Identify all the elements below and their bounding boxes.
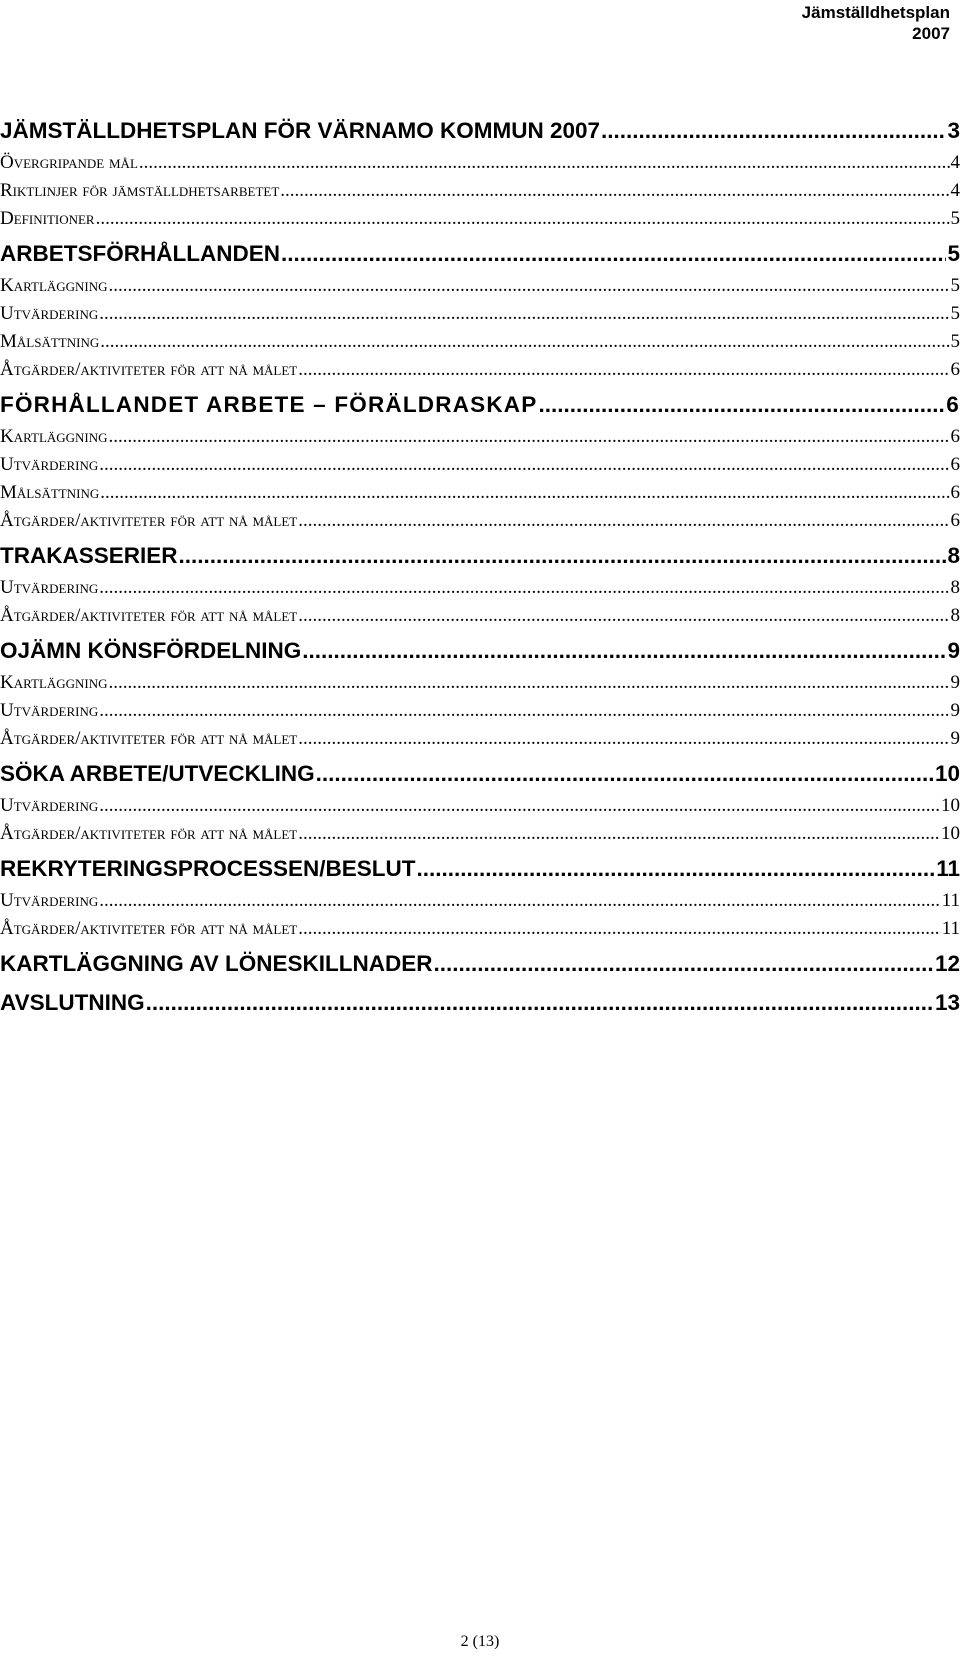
toc-dot-leader	[302, 633, 946, 669]
toc-heading-entry[interactable]	[0, 236, 960, 272]
toc-dot-leader	[139, 149, 950, 177]
toc-entry-page: 6	[950, 482, 960, 503]
toc-entry-page: 12	[934, 951, 960, 976]
toc-entry-title: Åtgärder/aktiviteter för att nå målet	[0, 359, 298, 380]
toc-entry-title: Utvärdering	[0, 795, 99, 816]
toc-subentry[interactable]	[0, 915, 960, 943]
toc-dot-leader	[109, 669, 950, 697]
toc-entry-page: 8	[950, 577, 960, 598]
toc-entry-title: SÖKA ARBETE/UTVECKLING	[0, 761, 315, 786]
toc-entry-page: 11	[941, 918, 960, 939]
toc-entry-page: 5	[947, 241, 960, 266]
toc-heading-entry[interactable]	[0, 113, 960, 149]
toc-subentry[interactable]	[0, 272, 960, 300]
toc-subentry[interactable]	[0, 507, 960, 535]
toc-dot-leader	[316, 756, 934, 792]
toc-dot-leader	[99, 300, 949, 328]
toc-entry-page: 5	[950, 303, 960, 324]
toc-entry-title: Åtgärder/aktiviteter för att nå målet	[0, 510, 298, 531]
toc-entry-title: KARTLÄGGNING AV LÖNESKILLNADER	[0, 951, 433, 976]
toc-subentry[interactable]	[0, 574, 960, 602]
toc-entry-page: 9	[950, 672, 960, 693]
toc-dot-leader	[298, 820, 940, 848]
toc-entry-title: ARBETSFÖRHÅLLANDEN	[0, 241, 280, 266]
toc-entry-page: 10	[934, 761, 960, 786]
toc-dot-leader	[298, 507, 949, 535]
toc-entry-title: AVSLUTNING	[0, 990, 145, 1015]
toc-entry-page: 9	[947, 638, 960, 663]
toc-dot-leader	[179, 538, 947, 574]
toc-entry-title: Åtgärder/aktiviteter för att nå målet	[0, 823, 298, 844]
toc-subentry[interactable]	[0, 328, 960, 356]
toc-entry-title: Övergripande mål	[0, 152, 138, 173]
toc-dot-leader	[434, 946, 934, 982]
toc-heading-entry[interactable]	[0, 756, 960, 792]
toc-dot-leader	[99, 887, 940, 915]
toc-entry-title: Riktlinjer för jämställdhetsarbetet	[0, 180, 280, 201]
toc-subentry[interactable]	[0, 205, 960, 233]
toc-entry-page: 10	[941, 795, 960, 816]
toc-heading-entry[interactable]	[0, 946, 960, 982]
toc-entry-title: REKRYTERINGSPROCESSEN/BESLUT	[0, 856, 416, 881]
toc-dot-leader	[298, 602, 949, 630]
toc-dot-leader	[99, 792, 940, 820]
toc-dot-leader	[416, 851, 935, 887]
toc-dot-leader	[100, 328, 949, 356]
page-number: 2 (13)	[460, 1633, 500, 1650]
toc-dot-leader	[146, 985, 934, 1021]
toc-entry-title: Definitioner	[0, 208, 95, 229]
toc-entry-title: Åtgärder/aktiviteter för att nå målet	[0, 918, 298, 939]
toc-entry-title: Målsättning	[0, 331, 100, 352]
toc-entry-page: 4	[950, 152, 960, 173]
toc-entry-title: Åtgärder/aktiviteter för att nå målet	[0, 728, 298, 749]
toc-subentry[interactable]	[0, 177, 960, 205]
toc-entry-page: 5	[950, 331, 960, 352]
toc-entry-page: 9	[950, 728, 960, 749]
toc-dot-leader	[298, 725, 949, 753]
header-document-title: Jämställdhetsplan	[801, 3, 950, 22]
toc-subentry[interactable]	[0, 602, 960, 630]
toc-heading-entry[interactable]	[0, 851, 960, 887]
toc-entry-title: Åtgärder/aktiviteter för att nå målet	[0, 605, 298, 626]
toc-entry-title: Målsättning	[0, 482, 100, 503]
toc-entry-page: 5	[950, 208, 960, 229]
toc-dot-leader	[601, 113, 946, 149]
toc-dot-leader	[109, 423, 950, 451]
toc-entry-title: OJÄMN KÖNSFÖRDELNING	[0, 638, 302, 663]
toc-heading-entry[interactable]	[0, 387, 960, 423]
toc-entry-page: 8	[947, 543, 960, 568]
toc-dot-leader	[109, 272, 950, 300]
toc-entry-page: 11	[936, 856, 960, 881]
toc-entry-page: 6	[950, 359, 960, 380]
toc-heading-entry[interactable]	[0, 538, 960, 574]
toc-entry-title: Utvärdering	[0, 454, 99, 475]
toc-entry-title: Kartläggning	[0, 426, 108, 447]
toc-entry-page: 6	[950, 510, 960, 531]
toc-entry-title: Utvärdering	[0, 303, 99, 324]
toc-entry-page: 3	[947, 118, 960, 143]
toc-heading-entry[interactable]	[0, 633, 960, 669]
toc-subentry[interactable]	[0, 792, 960, 820]
toc-entry-title: JÄMSTÄLLDHETSPLAN FÖR VÄRNAMO KOMMUN 2007	[0, 118, 601, 143]
toc-subentry[interactable]	[0, 820, 960, 848]
toc-subentry[interactable]	[0, 423, 960, 451]
toc-dot-leader	[99, 574, 949, 602]
toc-subentry[interactable]	[0, 479, 960, 507]
header-year: 2007	[912, 24, 950, 43]
toc-entry-page: 13	[934, 990, 960, 1015]
toc-subentry[interactable]	[0, 300, 960, 328]
toc-dot-leader	[96, 205, 950, 233]
toc-entry-page: 6	[950, 454, 960, 475]
table-of-contents	[0, 113, 960, 1021]
toc-entry-page: 6	[950, 426, 960, 447]
toc-dot-leader	[99, 451, 949, 479]
toc-entry-title: Utvärdering	[0, 890, 99, 911]
page-header	[650, 2, 950, 44]
toc-entry-page: 10	[941, 823, 960, 844]
toc-entry-title: Utvärdering	[0, 700, 99, 721]
toc-entry-title: Kartläggning	[0, 672, 108, 693]
toc-entry-page: 4	[950, 180, 960, 201]
toc-subentry[interactable]	[0, 697, 960, 725]
toc-dot-leader	[298, 915, 940, 943]
toc-subentry[interactable]	[0, 451, 960, 479]
toc-entry-page: 6	[946, 392, 960, 417]
toc-entry-title: FÖRHÅLLANDET ARBETE – FÖRÄLDRASKAP	[0, 392, 538, 417]
toc-entry-page: 9	[950, 700, 960, 721]
toc-subentry[interactable]	[0, 356, 960, 384]
toc-dot-leader	[280, 177, 949, 205]
toc-subentry[interactable]	[0, 669, 960, 697]
toc-subentry[interactable]	[0, 725, 960, 753]
toc-subentry[interactable]	[0, 149, 960, 177]
toc-heading-entry[interactable]	[0, 985, 960, 1021]
toc-dot-leader	[100, 479, 949, 507]
toc-entry-page: 8	[950, 605, 960, 626]
toc-dot-leader	[298, 356, 949, 384]
toc-subentry[interactable]	[0, 887, 960, 915]
toc-entry-title: TRAKASSERIER	[0, 543, 178, 568]
toc-dot-leader	[281, 236, 946, 272]
toc-entry-title: Utvärdering	[0, 577, 99, 598]
toc-entry-title: Kartläggning	[0, 275, 108, 296]
toc-entry-page: 11	[941, 890, 960, 911]
toc-dot-leader	[99, 697, 949, 725]
toc-dot-leader	[538, 387, 945, 423]
toc-entry-page: 5	[950, 275, 960, 296]
